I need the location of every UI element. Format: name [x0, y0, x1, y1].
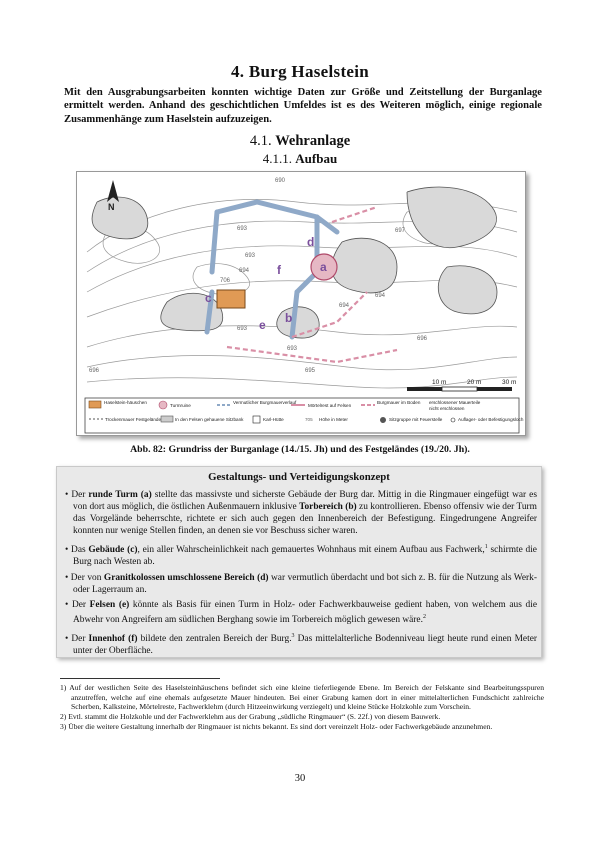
- svg-text:694: 694: [239, 268, 250, 274]
- svg-text:Sitzgruppe mit Feuerstelle: Sitzgruppe mit Feuerstelle: [389, 417, 443, 422]
- chapter-title: 4. Burg Haselstein: [230, 62, 370, 81]
- svg-text:Trockenmauer Festgelände: Trockenmauer Festgelände: [105, 417, 162, 422]
- svg-text:Haselstein-häuschen: Haselstein-häuschen: [104, 400, 147, 405]
- svg-text:693: 693: [287, 346, 298, 352]
- bullet-item: • Der Felsen (e) könnte als Basis für einen Turm in Holz- oder Fachwerkbauweise gedient haben, von welchem aus die Abwehr von Angreifern am südlichen Berghang sowie im Torbereich möglich gewesen wäre.$^2$: [65, 600, 537, 626]
- area-label-b: b: [285, 311, 293, 325]
- section-heading: [0, 133, 600, 150]
- area-label-c: c: [205, 291, 212, 305]
- svg-text:Auflager- oder Befestigungsloc: Auflager- oder Befestigungsloch: [458, 417, 524, 422]
- svg-text:706: 706: [220, 278, 231, 284]
- ground-plan-figure: [76, 171, 526, 436]
- figure-caption: Abb. 82: Grundriss der Burganlage (14./15. Jh) und des Festgeländes (19./20. Jh).: [130, 444, 470, 455]
- area-label-f: f: [277, 263, 281, 277]
- svg-text:705: 705: [305, 417, 313, 422]
- footnote-divider: [60, 678, 220, 679]
- svg-text:693: 693: [237, 226, 248, 232]
- bullet-item: • Der Innenhof (f) bildete den zentralen Bereich der Burg.$^3$ Das mittelalterliche Bodenniveau liegt heute rund einen Meter unter der Oberfläche.: [65, 633, 537, 657]
- ground-plan-map: [77, 172, 527, 437]
- legend-house-swatch: [89, 401, 101, 408]
- svg-text:nicht erschlossen: nicht erschlossen: [429, 406, 465, 411]
- footnote: 3) Über die weitere Gestaltung innerhalb der Ringmauer ist nichts bekannt. Es sind dort vereinzelt Holz- oder Fachwerkgebäude anzunehmen.: [60, 722, 493, 732]
- svg-text:In den Felsen gehauene Sitzban: In den Felsen gehauene Sitzbank: [175, 417, 244, 422]
- svg-text:Burgmauer im Boden: Burgmauer im Boden: [377, 400, 421, 405]
- svg-text:696: 696: [89, 368, 100, 374]
- svg-text:693: 693: [237, 326, 248, 332]
- svg-text:693: 693: [245, 253, 256, 259]
- section-title: Wehranlage: [275, 133, 351, 149]
- svg-text:690: 690: [275, 178, 286, 184]
- legend-hole-swatch: [451, 418, 455, 422]
- info-box: [56, 466, 542, 658]
- svg-text:20 m: 20 m: [467, 379, 482, 386]
- north-label: N: [108, 202, 115, 212]
- scale-bar: [407, 379, 516, 391]
- subsection-heading: [0, 151, 600, 167]
- svg-text:694: 694: [375, 293, 386, 299]
- bullet-item: • Das Gebäude (c), ein aller Wahrscheinlichkeit nach gemauertes Wohnhaus mit einem Aufbau aus Fachwerk,$^1$ schirmte die Burg nach Westen ab.: [65, 543, 537, 568]
- info-box-body: [65, 489, 537, 661]
- legend-tower-swatch: [159, 401, 167, 409]
- bullet-item: • Der von Granitkolossen umschlossene Bereich (d) war vermutlich überdacht und bot sich z. B. für die Nutzung als Werk- oder Lagerraum an.: [65, 572, 537, 595]
- svg-text:694: 694: [339, 303, 350, 309]
- svg-text:Höhe in Meter: Höhe in Meter: [319, 417, 348, 422]
- bullet-item: • Der runde Turm (a) stellte das massivste und sicherste Gebäude der Burg dar. Mittig in die Ringmauer eingefügt war es von dort aus möglich, die östlichen Außenmauern inklusive Torbereich (b) zu kontrollieren. Ebenso offensiv wie der Turm das Vorgelände beherrschte, richtete er sich auch gegen den Innenbereich der Befestigung. Eingedrungene Angreifer konnten nur wenige Stellen finden, an denen sie vor Beschuss sicher waren.: [65, 490, 537, 537]
- svg-text:Mörtelrest auf Felsen: Mörtelrest auf Felsen: [308, 403, 352, 408]
- legend-bench-swatch: [161, 416, 173, 422]
- subsection-title: Aufbau: [295, 151, 338, 166]
- svg-text:Turmruine: Turmruine: [170, 403, 191, 408]
- info-box-title: Gestaltungs- und Verteidigungskonzept: [208, 471, 390, 483]
- svg-text:30 m: 30 m: [502, 379, 517, 386]
- area-label-e: e: [259, 318, 266, 332]
- legend-fire-swatch: [380, 417, 386, 423]
- area-label-d: d: [307, 235, 315, 249]
- area-label-a: a: [320, 260, 327, 274]
- svg-text:696: 696: [417, 336, 428, 342]
- legend-hut-swatch: [253, 416, 260, 423]
- haselstein-house: [217, 290, 245, 308]
- map-legend: [85, 398, 524, 433]
- footnote: 1) Auf der westlichen Seite des Haselsteinhäuschens befindet sich eine kleine tieferliegende Ebene. Im Bereich der Felskante sind Bearbeitungsspuren anzutreffen, welche auf eine ehemals aufgesetzte Mauer hindeuten. Bei einer Grabung kamen dort in einer mittelalterlichen Fundschicht zahlreiche Scherben, Kalksteine, Mörtelreste, Fachwerklehm (durch Hitzeeinwirkung verziegelt) und kleine Stücke Holzkohle zum Vorschein.: [60, 683, 544, 712]
- svg-text:697: 697: [395, 228, 406, 234]
- footnotes: [60, 683, 544, 732]
- svg-text:Vermutlicher Burgmauerverlauf: Vermutlicher Burgmauerverlauf: [233, 400, 297, 405]
- svg-text:10 m: 10 m: [432, 379, 447, 386]
- svg-text:695: 695: [305, 368, 316, 374]
- footnote: 2) Evtl. stammt die Holzkohle und der Fachwerklehm aus der Grabung „südliche Ringmauer“ (S. 22f.) von diesem Bauwerk.: [60, 712, 441, 722]
- svg-text:Karl-Hütte: Karl-Hütte: [263, 417, 284, 422]
- subsection-number: 4.1.1.: [262, 151, 293, 166]
- section-number: 4.1.: [249, 133, 272, 149]
- page-number: 30: [294, 773, 306, 784]
- svg-text:erschlossener Mauerteile: erschlossener Mauerteile: [429, 400, 481, 405]
- intro-paragraph: Mit den Ausgrabungsarbeiten konnten wichtige Daten zur Größe und Zeitstellung der Burganlage ermittelt werden. Anhand des geschichtlichen Umfeldes ist es des Weiteren möglich, einige regionale Zusammenhänge zum Haselstein aufzuzeigen.: [64, 87, 542, 125]
